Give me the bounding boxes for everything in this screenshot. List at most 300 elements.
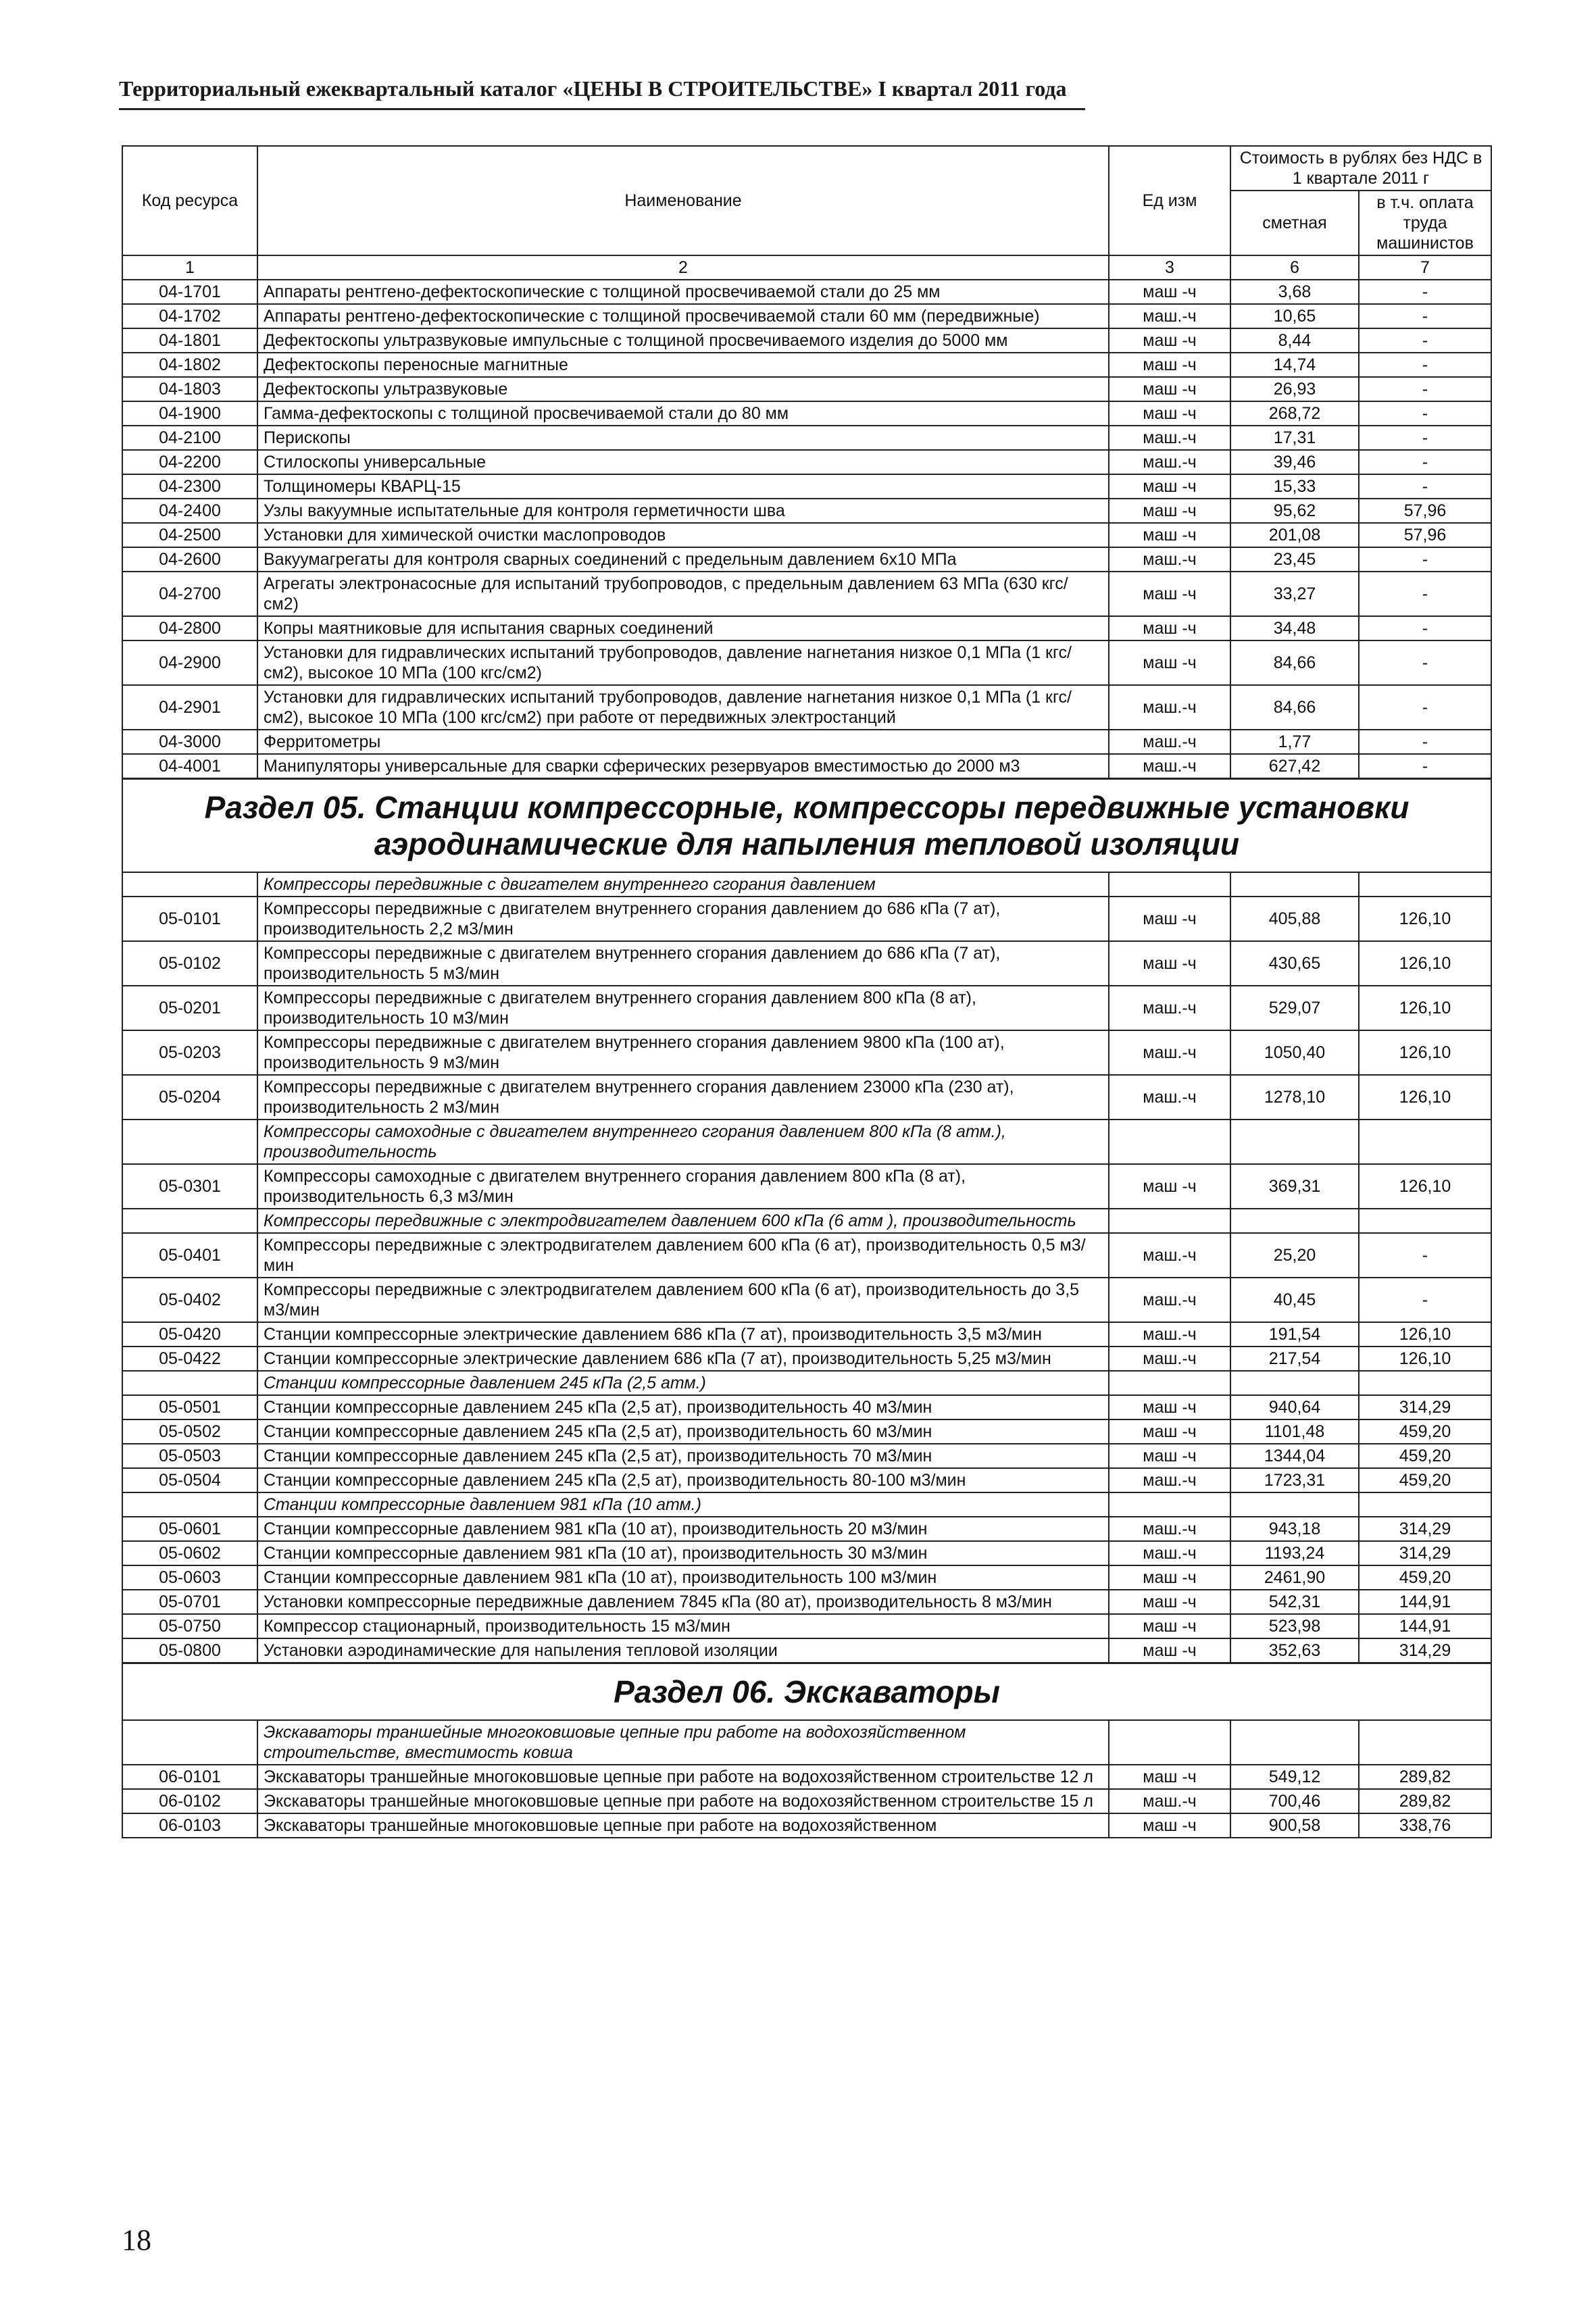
name-cell: Станции компрессорные электрические давлением 686 кПа (7 ат), производительность 5,25 м3/мин: [257, 1347, 1109, 1371]
price-cell: [1230, 1371, 1359, 1395]
subgroup-row: [122, 872, 1491, 897]
labor-cell: 126,10: [1359, 1347, 1491, 1371]
price-cell: [1230, 1492, 1359, 1517]
unit-cell: маш -ч: [1109, 1164, 1230, 1209]
price-cell: 430,65: [1230, 941, 1359, 986]
unit-cell: маш.-ч: [1109, 450, 1230, 474]
table-row: [122, 754, 1491, 779]
unit-cell: маш.-ч: [1109, 1541, 1230, 1565]
page-header-title: Территориальный ежеквартальный каталог «ЦЕНЫ В СТРОИТЕЛЬСТВЕ» I квартал 2011 года: [119, 73, 1085, 110]
price-cell: 1344,04: [1230, 1444, 1359, 1468]
name-cell: Компрессор стационарный, производительность 15 м3/мин: [257, 1614, 1109, 1638]
price-cell: 268,72: [1230, 401, 1359, 426]
labor-cell: 57,96: [1359, 499, 1491, 523]
labor-cell: -: [1359, 640, 1491, 685]
column-number: 1: [122, 255, 257, 280]
name-cell: Дефектоскопы переносные магнитные: [257, 353, 1109, 377]
code-cell: 05-0301: [122, 1164, 257, 1209]
unit-cell: маш -ч: [1109, 640, 1230, 685]
name-cell: Перископы: [257, 426, 1109, 450]
table-row: [122, 1614, 1491, 1638]
labor-cell: -: [1359, 1278, 1491, 1322]
price-cell: 191,54: [1230, 1322, 1359, 1347]
code-cell: 06-0102: [122, 1789, 257, 1813]
code-cell: 05-0502: [122, 1419, 257, 1444]
unit-cell: маш.-ч: [1109, 1233, 1230, 1278]
code-cell: 04-2400: [122, 499, 257, 523]
subgroup-title: Станции компрессорные давлением 981 кПа (10 атм.): [257, 1492, 1109, 1517]
table-row: [122, 426, 1491, 450]
table-row: [122, 547, 1491, 572]
unit-cell: маш.-ч: [1109, 1322, 1230, 1347]
table-row: [122, 1075, 1491, 1120]
labor-cell: -: [1359, 1233, 1491, 1278]
code-cell: 05-0102: [122, 941, 257, 986]
table-row: [122, 377, 1491, 401]
name-cell: Копры маятниковые для испытания сварных соединений: [257, 616, 1109, 640]
code-cell: 05-0101: [122, 897, 257, 941]
price-cell: 549,12: [1230, 1765, 1359, 1789]
name-cell: Установки для химической очистки маслопроводов: [257, 523, 1109, 547]
name-cell: Манипуляторы универсальные для сварки сферических резервуаров вместимостью до 2000 м3: [257, 754, 1109, 779]
unit-cell: маш.-ч: [1109, 1347, 1230, 1371]
name-cell: Компрессоры передвижные с электродвигателем давлением 600 кПа (6 ат), производительность до 3,5 м3/мин: [257, 1278, 1109, 1322]
unit-cell: [1109, 872, 1230, 897]
unit-cell: маш -ч: [1109, 1590, 1230, 1614]
subgroup-row: [122, 1209, 1491, 1233]
table-row: [122, 1813, 1491, 1838]
price-cell: 84,66: [1230, 640, 1359, 685]
unit-cell: маш.-ч: [1109, 1789, 1230, 1813]
labor-cell: 126,10: [1359, 1164, 1491, 1209]
unit-cell: маш -ч: [1109, 377, 1230, 401]
price-cell: 405,88: [1230, 897, 1359, 941]
price-cell: 39,46: [1230, 450, 1359, 474]
price-cell: 900,58: [1230, 1813, 1359, 1838]
labor-cell: [1359, 1720, 1491, 1765]
price-cell: 217,54: [1230, 1347, 1359, 1371]
table-row: [122, 1395, 1491, 1419]
name-cell: Станции компрессорные электрические давлением 686 кПа (7 ат), производительность 3,5 м3/мин: [257, 1322, 1109, 1347]
unit-cell: маш.-ч: [1109, 1030, 1230, 1075]
labor-cell: [1359, 1371, 1491, 1395]
col-code-header: Код ресурса: [122, 146, 257, 255]
price-cell: 523,98: [1230, 1614, 1359, 1638]
labor-cell: -: [1359, 401, 1491, 426]
labor-cell: -: [1359, 572, 1491, 616]
labor-cell: [1359, 872, 1491, 897]
unit-cell: маш.-ч: [1109, 304, 1230, 328]
price-cell: 1193,24: [1230, 1541, 1359, 1565]
code-cell: 05-0402: [122, 1278, 257, 1322]
table-row: [122, 353, 1491, 377]
table-row: [122, 1789, 1491, 1813]
labor-cell: -: [1359, 377, 1491, 401]
price-table: [122, 145, 1492, 1838]
labor-cell: -: [1359, 547, 1491, 572]
table-row: [122, 1164, 1491, 1209]
unit-cell: маш -ч: [1109, 1395, 1230, 1419]
subgroup-row: [122, 1371, 1491, 1395]
labor-cell: 459,20: [1359, 1468, 1491, 1492]
labor-cell: 314,29: [1359, 1638, 1491, 1663]
code-cell: 05-0800: [122, 1638, 257, 1663]
column-number: 7: [1359, 255, 1491, 280]
name-cell: Установки аэродинамические для напыления тепловой изоляции: [257, 1638, 1109, 1663]
labor-cell: -: [1359, 616, 1491, 640]
price-cell: 26,93: [1230, 377, 1359, 401]
code-cell: 05-0701: [122, 1590, 257, 1614]
code-cell: 04-3000: [122, 730, 257, 754]
name-cell: Дефектоскопы ультразвуковые: [257, 377, 1109, 401]
code-cell: [122, 872, 257, 897]
unit-cell: [1109, 1720, 1230, 1765]
price-cell: 34,48: [1230, 616, 1359, 640]
code-cell: 04-1702: [122, 304, 257, 328]
price-cell: 8,44: [1230, 328, 1359, 353]
subgroup-title: Компрессоры передвижные с электродвигателем давлением 600 кПа (6 атм ), производительность: [257, 1209, 1109, 1233]
name-cell: Экскаваторы траншейные многоковшовые цепные при работе на водохозяйственном: [257, 1813, 1109, 1838]
table-row: [122, 730, 1491, 754]
column-number: 2: [257, 255, 1109, 280]
labor-cell: 126,10: [1359, 1322, 1491, 1347]
labor-cell: -: [1359, 730, 1491, 754]
unit-cell: [1109, 1492, 1230, 1517]
labor-cell: [1359, 1492, 1491, 1517]
table-row: [122, 304, 1491, 328]
code-cell: 05-0422: [122, 1347, 257, 1371]
name-cell: Экскаваторы траншейные многоковшовые цепные при работе на водохозяйственном строительстве 15 л: [257, 1789, 1109, 1813]
labor-cell: 126,10: [1359, 897, 1491, 941]
name-cell: Вакуумагрегаты для контроля сварных соединений с предельным давлением 6х10 МПа: [257, 547, 1109, 572]
column-number: 3: [1109, 255, 1230, 280]
subgroup-title: Станции компрессорные давлением 245 кПа (2,5 атм.): [257, 1371, 1109, 1395]
price-cell: 33,27: [1230, 572, 1359, 616]
table-row: [122, 616, 1491, 640]
code-cell: 04-2700: [122, 572, 257, 616]
table-row: [122, 474, 1491, 499]
labor-cell: -: [1359, 474, 1491, 499]
unit-cell: маш -ч: [1109, 523, 1230, 547]
name-cell: Станции компрессорные давлением 245 кПа (2,5 ат), производительность 80-100 м3/мин: [257, 1468, 1109, 1492]
name-cell: Станции компрессорные давлением 981 кПа (10 ат), производительность 30 м3/мин: [257, 1541, 1109, 1565]
name-cell: Толщиномеры КВАРЦ-15: [257, 474, 1109, 499]
table-row: [122, 1565, 1491, 1590]
labor-cell: 314,29: [1359, 1517, 1491, 1541]
table-row: [122, 523, 1491, 547]
code-cell: 04-2100: [122, 426, 257, 450]
unit-cell: маш -ч: [1109, 616, 1230, 640]
name-cell: Узлы вакуумные испытательные для контроля герметичности шва: [257, 499, 1109, 523]
unit-cell: маш.-ч: [1109, 547, 1230, 572]
table-row: [122, 1278, 1491, 1322]
code-cell: [122, 1720, 257, 1765]
price-cell: 1101,48: [1230, 1419, 1359, 1444]
unit-cell: маш.-ч: [1109, 426, 1230, 450]
table-row: [122, 1419, 1491, 1444]
header-row: [122, 146, 1491, 191]
section-heading-row: [122, 779, 1491, 873]
code-cell: 04-4001: [122, 754, 257, 779]
table-row: [122, 986, 1491, 1030]
name-cell: Станции компрессорные давлением 981 кПа (10 ат), производительность 20 м3/мин: [257, 1517, 1109, 1541]
code-cell: 05-0601: [122, 1517, 257, 1541]
labor-cell: 314,29: [1359, 1395, 1491, 1419]
price-cell: 15,33: [1230, 474, 1359, 499]
name-cell: Компрессоры самоходные с двигателем внутреннего сгорания давлением 800 кПа (8 ат), производительность 6,3 м3/мин: [257, 1164, 1109, 1209]
unit-cell: [1109, 1371, 1230, 1395]
unit-cell: маш.-ч: [1109, 1468, 1230, 1492]
table-row: [122, 450, 1491, 474]
name-cell: Гамма-дефектоскопы с толщиной просвечиваемой стали до 80 мм: [257, 401, 1109, 426]
table-row: [122, 1638, 1491, 1663]
code-cell: 05-0501: [122, 1395, 257, 1419]
unit-cell: маш -ч: [1109, 1765, 1230, 1789]
labor-cell: -: [1359, 353, 1491, 377]
price-cell: 84,66: [1230, 685, 1359, 730]
code-cell: 05-0750: [122, 1614, 257, 1638]
table-row: [122, 1322, 1491, 1347]
section-heading-row: [122, 1663, 1491, 1721]
price-cell: 369,31: [1230, 1164, 1359, 1209]
name-cell: Компрессоры передвижные с двигателем внутреннего сгорания давлением 23000 кПа (230 ат), производительность 2 м3/мин: [257, 1075, 1109, 1120]
unit-cell: маш.-ч: [1109, 730, 1230, 754]
labor-cell: -: [1359, 754, 1491, 779]
unit-cell: маш.-ч: [1109, 685, 1230, 730]
labor-cell: 57,96: [1359, 523, 1491, 547]
table-row: [122, 897, 1491, 941]
labor-cell: 314,29: [1359, 1541, 1491, 1565]
unit-cell: маш -ч: [1109, 1419, 1230, 1444]
code-cell: 05-0503: [122, 1444, 257, 1468]
labor-cell: 289,82: [1359, 1789, 1491, 1813]
labor-cell: -: [1359, 328, 1491, 353]
table-row: [122, 572, 1491, 616]
price-cell: [1230, 872, 1359, 897]
code-cell: [122, 1492, 257, 1517]
price-cell: 352,63: [1230, 1638, 1359, 1663]
table-row: [122, 685, 1491, 730]
table-row: [122, 1517, 1491, 1541]
labor-cell: 289,82: [1359, 1765, 1491, 1789]
labor-cell: 126,10: [1359, 1030, 1491, 1075]
unit-cell: маш.-ч: [1109, 1278, 1230, 1322]
labor-cell: 144,91: [1359, 1590, 1491, 1614]
name-cell: Дефектоскопы ультразвуковые импульсные с толщиной просвечиваемого изделия до 5000 мм: [257, 328, 1109, 353]
code-cell: [122, 1371, 257, 1395]
table-row: [122, 1030, 1491, 1075]
name-cell: Установки для гидравлических испытаний трубопроводов, давление нагнетания низкое 0,1 МПа (1 кгс/см2), высокое 10 МПа (100 кгс/см2): [257, 640, 1109, 685]
unit-cell: маш -ч: [1109, 401, 1230, 426]
subgroup-row: [122, 1720, 1491, 1765]
labor-cell: 144,91: [1359, 1614, 1491, 1638]
col-estimate-header: сметная: [1230, 191, 1359, 255]
code-cell: 04-2900: [122, 640, 257, 685]
name-cell: Станции компрессорные давлением 245 кПа (2,5 ат), производительность 70 м3/мин: [257, 1444, 1109, 1468]
code-cell: 05-0203: [122, 1030, 257, 1075]
subgroup-row: [122, 1492, 1491, 1517]
labor-cell: 459,20: [1359, 1444, 1491, 1468]
unit-cell: маш -ч: [1109, 572, 1230, 616]
column-number-row: [122, 255, 1491, 280]
section-title: Раздел 06. Экскаваторы: [122, 1663, 1491, 1721]
code-cell: 05-0201: [122, 986, 257, 1030]
name-cell: Компрессоры передвижные с двигателем внутреннего сгорания давлением до 686 кПа (7 ат), производительность 2,2 м3/мин: [257, 897, 1109, 941]
unit-cell: маш -ч: [1109, 474, 1230, 499]
code-cell: 04-1801: [122, 328, 257, 353]
name-cell: Аппараты рентгено-дефектоскопические с толщиной просвечиваемой стали 60 мм (передвижные): [257, 304, 1109, 328]
unit-cell: маш -ч: [1109, 897, 1230, 941]
table-row: [122, 640, 1491, 685]
unit-cell: маш -ч: [1109, 328, 1230, 353]
code-cell: 05-0204: [122, 1075, 257, 1120]
unit-cell: маш -ч: [1109, 1638, 1230, 1663]
unit-cell: маш.-ч: [1109, 1517, 1230, 1541]
name-cell: Аппараты рентгено-дефектоскопические с толщиной просвечиваемой стали до 25 мм: [257, 280, 1109, 304]
col-labor-header: в т.ч. оплата труда машинистов: [1359, 191, 1491, 255]
table-row: [122, 1590, 1491, 1614]
price-cell: 1,77: [1230, 730, 1359, 754]
page-number: 18: [122, 2223, 151, 2257]
price-cell: 700,46: [1230, 1789, 1359, 1813]
labor-cell: 338,76: [1359, 1813, 1491, 1838]
code-cell: 04-2901: [122, 685, 257, 730]
code-cell: 04-2800: [122, 616, 257, 640]
price-cell: 627,42: [1230, 754, 1359, 779]
code-cell: 04-1803: [122, 377, 257, 401]
code-cell: [122, 1209, 257, 1233]
unit-cell: маш -ч: [1109, 1614, 1230, 1638]
labor-cell: -: [1359, 450, 1491, 474]
table-body: [122, 280, 1491, 1838]
table-row: [122, 941, 1491, 986]
unit-cell: маш.-ч: [1109, 1075, 1230, 1120]
price-cell: 2461,90: [1230, 1565, 1359, 1590]
labor-cell: -: [1359, 426, 1491, 450]
unit-cell: маш -ч: [1109, 1565, 1230, 1590]
price-cell: 10,65: [1230, 304, 1359, 328]
labor-cell: -: [1359, 280, 1491, 304]
unit-cell: маш -ч: [1109, 353, 1230, 377]
name-cell: Установки для гидравлических испытаний трубопроводов, давление нагнетания низкое 0,1 МПа (1 кгс/см2), высокое 10 МПа (100 кгс/см2) при работе от передвижных электростанций: [257, 685, 1109, 730]
labor-cell: -: [1359, 685, 1491, 730]
unit-cell: маш -ч: [1109, 1444, 1230, 1468]
code-cell: 04-2300: [122, 474, 257, 499]
code-cell: 05-0603: [122, 1565, 257, 1590]
col-cost-group-header: Стоимость в рублях без НДС в 1 квартале 2011 г: [1230, 146, 1491, 191]
table-row: [122, 1541, 1491, 1565]
unit-cell: маш -ч: [1109, 941, 1230, 986]
name-cell: Компрессоры передвижные с электродвигателем давлением 600 кПа (6 ат), производительность 0,5 м3/мин: [257, 1233, 1109, 1278]
labor-cell: 126,10: [1359, 1075, 1491, 1120]
table-row: [122, 1444, 1491, 1468]
unit-cell: маш.-ч: [1109, 754, 1230, 779]
table-row: [122, 401, 1491, 426]
labor-cell: 459,20: [1359, 1565, 1491, 1590]
unit-cell: [1109, 1120, 1230, 1164]
labor-cell: -: [1359, 304, 1491, 328]
code-cell: 05-0420: [122, 1322, 257, 1347]
labor-cell: 459,20: [1359, 1419, 1491, 1444]
price-cell: 201,08: [1230, 523, 1359, 547]
price-cell: 542,31: [1230, 1590, 1359, 1614]
unit-cell: маш.-ч: [1109, 986, 1230, 1030]
code-cell: 05-0401: [122, 1233, 257, 1278]
code-cell: 05-0602: [122, 1541, 257, 1565]
table-row: [122, 328, 1491, 353]
name-cell: Ферритометры: [257, 730, 1109, 754]
price-cell: [1230, 1120, 1359, 1164]
name-cell: Компрессоры передвижные с двигателем внутреннего сгорания давлением до 686 кПа (7 ат), производительность 5 м3/мин: [257, 941, 1109, 986]
price-cell: 17,31: [1230, 426, 1359, 450]
labor-cell: [1359, 1209, 1491, 1233]
name-cell: Компрессоры передвижные с двигателем внутреннего сгорания давлением 800 кПа (8 ат), производительность 10 м3/мин: [257, 986, 1109, 1030]
price-cell: 1723,31: [1230, 1468, 1359, 1492]
code-cell: 04-2600: [122, 547, 257, 572]
labor-cell: 126,10: [1359, 986, 1491, 1030]
price-cell: 25,20: [1230, 1233, 1359, 1278]
price-cell: [1230, 1720, 1359, 1765]
section-title: Раздел 05. Станции компрессорные, компрессоры передвижные установки аэродинамические для напыления тепловой изоляции: [122, 779, 1491, 873]
name-cell: Экскаваторы траншейные многоковшовые цепные при работе на водохозяйственном строительстве 12 л: [257, 1765, 1109, 1789]
labor-cell: 126,10: [1359, 941, 1491, 986]
subgroup-title: Компрессоры самоходные с двигателем внутреннего сгорания давлением 800 кПа (8 атм.), производительность: [257, 1120, 1109, 1164]
table-row: [122, 280, 1491, 304]
price-cell: 1050,40: [1230, 1030, 1359, 1075]
unit-cell: маш -ч: [1109, 1813, 1230, 1838]
price-cell: 23,45: [1230, 547, 1359, 572]
code-cell: 05-0504: [122, 1468, 257, 1492]
unit-cell: маш -ч: [1109, 499, 1230, 523]
code-cell: 04-1900: [122, 401, 257, 426]
price-cell: 40,45: [1230, 1278, 1359, 1322]
code-cell: 06-0101: [122, 1765, 257, 1789]
code-cell: 06-0103: [122, 1813, 257, 1838]
price-cell: 1278,10: [1230, 1075, 1359, 1120]
table-row: [122, 1233, 1491, 1278]
price-cell: 529,07: [1230, 986, 1359, 1030]
code-cell: [122, 1120, 257, 1164]
code-cell: 04-2200: [122, 450, 257, 474]
subgroup-title: Компрессоры передвижные с двигателем внутреннего сгорания давлением: [257, 872, 1109, 897]
name-cell: Агрегаты электронасосные для испытаний трубопроводов, с предельным давлением 63 МПа (630 кгс/см2): [257, 572, 1109, 616]
table-row: [122, 1468, 1491, 1492]
labor-cell: [1359, 1120, 1491, 1164]
code-cell: 04-1701: [122, 280, 257, 304]
subgroup-row: [122, 1120, 1491, 1164]
code-cell: 04-1802: [122, 353, 257, 377]
price-cell: 943,18: [1230, 1517, 1359, 1541]
price-cell: 940,64: [1230, 1395, 1359, 1419]
name-cell: Станции компрессорные давлением 245 кПа (2,5 ат), производительность 60 м3/мин: [257, 1419, 1109, 1444]
price-cell: 14,74: [1230, 353, 1359, 377]
name-cell: Установки компрессорные передвижные давлением 7845 кПа (80 ат), производительность 8 м3/мин: [257, 1590, 1109, 1614]
column-number: 6: [1230, 255, 1359, 280]
price-cell: 95,62: [1230, 499, 1359, 523]
col-name-header: Наименование: [257, 146, 1109, 255]
price-cell: 3,68: [1230, 280, 1359, 304]
table-row: [122, 1765, 1491, 1789]
col-unit-header: Ед изм: [1109, 146, 1230, 255]
name-cell: Стилоскопы универсальные: [257, 450, 1109, 474]
code-cell: 04-2500: [122, 523, 257, 547]
table-row: [122, 499, 1491, 523]
unit-cell: [1109, 1209, 1230, 1233]
table-row: [122, 1347, 1491, 1371]
unit-cell: маш -ч: [1109, 280, 1230, 304]
name-cell: Компрессоры передвижные с двигателем внутреннего сгорания давлением 9800 кПа (100 ат), производительность 9 м3/мин: [257, 1030, 1109, 1075]
name-cell: Станции компрессорные давлением 245 кПа (2,5 ат), производительность 40 м3/мин: [257, 1395, 1109, 1419]
